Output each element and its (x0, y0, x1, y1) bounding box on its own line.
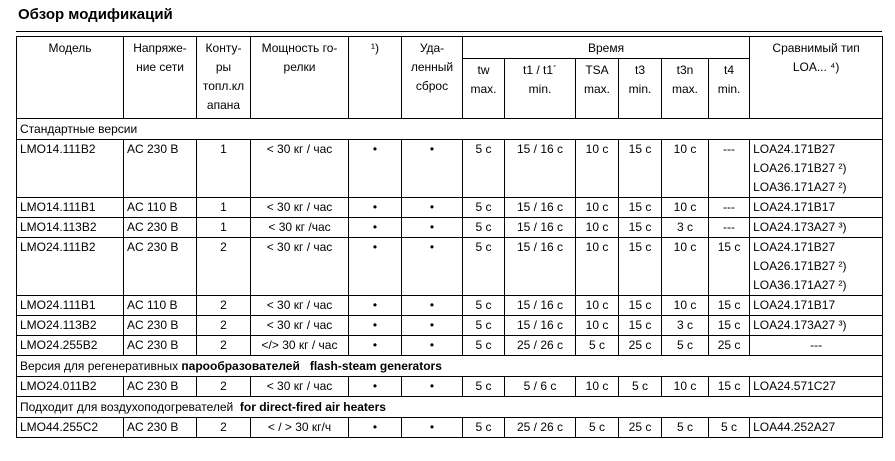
cell-model: LMO44.255C2 (17, 418, 124, 438)
cell-remote: • (402, 316, 463, 336)
group-header-row (17, 356, 883, 377)
compare-type: LOA26.171B27 ²) (753, 161, 847, 175)
cell-tw: 5 c (463, 418, 505, 438)
cell-tsa: 10 c (576, 316, 619, 336)
cell-note1: • (349, 316, 402, 336)
title-divider (16, 31, 882, 32)
col-voltage: Напряже- ние сети (124, 37, 197, 119)
cell-tw: 5 c (463, 198, 505, 218)
compare-type: LOA24.171B17 (753, 200, 836, 214)
cell-note1: • (349, 140, 402, 198)
table-row (17, 418, 883, 438)
cell-t1: 15 / 16 c (505, 238, 576, 296)
cell-t4: --- (709, 140, 750, 198)
cell-voltage: AC 230 B (124, 316, 197, 336)
cell-compare (750, 140, 883, 198)
compare-type: LOA24.173A27 ³) (753, 318, 847, 332)
cell-tsa: 10 c (576, 238, 619, 296)
table-row (17, 296, 883, 316)
cell-compare (750, 218, 883, 238)
cell-compare (750, 316, 883, 336)
cell-model: LMO14.111B2 (17, 140, 124, 198)
cell-t3: 25 c (619, 418, 662, 438)
cell-t4: 15 c (709, 238, 750, 296)
cell-model: LMO24.111B2 (17, 238, 124, 296)
compare-type: LOA36.171A27 ²) (753, 278, 847, 292)
compare-type: LOA24.173A27 ³) (753, 220, 847, 234)
cell-note1: • (349, 238, 402, 296)
cell-tsa: 10 c (576, 377, 619, 397)
cell-remote: • (402, 218, 463, 238)
group-header-row (17, 397, 883, 418)
cell-voltage: AC 230 B (124, 336, 197, 356)
cell-t1: 25 / 26 c (505, 336, 576, 356)
cell-voltage: AC 230 B (124, 377, 197, 397)
group-label (17, 119, 883, 140)
cell-note1: • (349, 296, 402, 316)
cell-compare (750, 296, 883, 316)
cell-circuits: 2 (197, 316, 251, 336)
group-label-bold: парообразователей flash-steam generators (181, 359, 442, 373)
col-power: Мощность го- релки (251, 37, 349, 119)
table-row (17, 198, 883, 218)
cell-t3: 15 c (619, 218, 662, 238)
cell-tw: 5 c (463, 140, 505, 198)
col-tsa: TSA max. (576, 59, 619, 119)
cell-remote: • (402, 377, 463, 397)
modifications-table (16, 36, 883, 438)
col-t3n: t3n max. (662, 59, 709, 119)
cell-t4: 25 c (709, 336, 750, 356)
col-t3: t3 min. (619, 59, 662, 119)
cell-model: LMO24.111B1 (17, 296, 124, 316)
cell-t1: 15 / 16 c (505, 316, 576, 336)
table-row (17, 316, 883, 336)
compare-type: --- (810, 338, 823, 352)
table-row (17, 238, 883, 296)
col-remote: Уда- ленный сброс (402, 37, 463, 119)
cell-compare (750, 336, 883, 356)
group-label (17, 356, 883, 377)
cell-t4: 5 c (709, 418, 750, 438)
cell-compare (750, 198, 883, 218)
cell-model: LMO14.113B2 (17, 218, 124, 238)
cell-power: < 30 кг / час (251, 316, 349, 336)
cell-tw: 5 c (463, 238, 505, 296)
cell-remote: • (402, 296, 463, 316)
cell-t3: 15 c (619, 198, 662, 218)
compare-type: LOA36.171A27 ²) (753, 180, 847, 194)
cell-t1: 25 / 26 c (505, 418, 576, 438)
cell-t1: 15 / 16 c (505, 218, 576, 238)
compare-type: LOA24.171B17 (753, 298, 836, 312)
cell-circuits: 1 (197, 140, 251, 198)
cell-circuits: 2 (197, 296, 251, 316)
cell-circuits: 1 (197, 198, 251, 218)
cell-compare (750, 238, 883, 296)
cell-t1: 15 / 16 c (505, 296, 576, 316)
cell-circuits: 2 (197, 336, 251, 356)
col-model: Модель (17, 37, 124, 119)
cell-power: < 30 кг /час (251, 218, 349, 238)
group-label-plain: Версия для регенеративных (20, 359, 182, 373)
cell-voltage: AC 110 B (124, 296, 197, 316)
cell-t1: 15 / 16 c (505, 140, 576, 198)
cell-t3n: 3 c (662, 218, 709, 238)
cell-t4: 15 c (709, 316, 750, 336)
col-t4: t4 min. (709, 59, 750, 119)
cell-t1: 5 / 6 c (505, 377, 576, 397)
cell-remote: • (402, 198, 463, 218)
cell-compare (750, 377, 883, 397)
cell-tw: 5 c (463, 316, 505, 336)
cell-note1: • (349, 198, 402, 218)
table-row (17, 218, 883, 238)
cell-model: LMO24.113B2 (17, 316, 124, 336)
col-circuits: Конту- ры топл.кл апана (197, 37, 251, 119)
group-label-plain: Стандартные версии (20, 122, 138, 136)
compare-type: LOA24.571C27 (753, 379, 836, 393)
cell-power: < 30 кг / час (251, 198, 349, 218)
cell-t3: 15 c (619, 296, 662, 316)
cell-tw: 5 c (463, 377, 505, 397)
table-row (17, 377, 883, 397)
cell-remote: • (402, 336, 463, 356)
compare-type: LOA24.171B27 (753, 240, 836, 254)
cell-t4: --- (709, 198, 750, 218)
compare-type: LOA24.171B27 (753, 142, 836, 156)
cell-power: < 30 кг / час (251, 238, 349, 296)
group-header-row (17, 119, 883, 140)
table-body (17, 119, 883, 438)
cell-model: LMO24.255B2 (17, 336, 124, 356)
group-label-plain: Подходит для воздухоподогревателей (20, 400, 240, 414)
cell-t3n: 10 c (662, 377, 709, 397)
table-row (17, 336, 883, 356)
cell-t1: 15 / 16 c (505, 198, 576, 218)
col-compare: Сравнимый тип LOA... ⁴) (750, 37, 883, 119)
cell-power: < / > 30 кг/ч (251, 418, 349, 438)
page-title: Обзор модификаций (18, 6, 173, 23)
col-note1: ¹) (349, 37, 402, 119)
cell-t3n: 5 c (662, 418, 709, 438)
compare-type: LOA44.252A27 (753, 420, 836, 434)
cell-power: < 30 кг / час (251, 296, 349, 316)
cell-t3n: 10 c (662, 296, 709, 316)
cell-circuits: 1 (197, 218, 251, 238)
cell-tsa: 10 c (576, 296, 619, 316)
cell-t3: 15 c (619, 316, 662, 336)
cell-circuits: 2 (197, 418, 251, 438)
cell-t3: 25 c (619, 336, 662, 356)
cell-t3: 5 c (619, 377, 662, 397)
cell-power: < 30 кг / час (251, 140, 349, 198)
cell-t3n: 10 c (662, 238, 709, 296)
cell-t3n: 5 c (662, 336, 709, 356)
cell-t4: 15 c (709, 377, 750, 397)
cell-t4: 15 c (709, 296, 750, 316)
cell-t4: --- (709, 218, 750, 238)
cell-t3n: 3 c (662, 316, 709, 336)
cell-tw: 5 c (463, 336, 505, 356)
cell-tsa: 5 c (576, 418, 619, 438)
group-label (17, 397, 883, 418)
col-time-group: Время (463, 37, 750, 59)
cell-model: LMO24.011B2 (17, 377, 124, 397)
cell-model: LMO14.111B1 (17, 198, 124, 218)
cell-voltage: AC 230 B (124, 140, 197, 198)
cell-circuits: 2 (197, 377, 251, 397)
col-tw: tw max. (463, 59, 505, 119)
cell-voltage: AC 110 B (124, 198, 197, 218)
cell-tsa: 5 c (576, 336, 619, 356)
cell-power: </> 30 кг / час (251, 336, 349, 356)
cell-tw: 5 c (463, 218, 505, 238)
group-label-bold: for direct-fired air heaters (239, 400, 386, 414)
cell-compare (750, 418, 883, 438)
cell-tw: 5 c (463, 296, 505, 316)
cell-t3: 15 c (619, 238, 662, 296)
cell-power: < 30 кг / час (251, 377, 349, 397)
col-t1: t1 / t1´ min. (505, 59, 576, 119)
cell-voltage: AC 230 B (124, 238, 197, 296)
header-row (17, 37, 883, 59)
cell-tsa: 10 c (576, 140, 619, 198)
cell-note1: • (349, 418, 402, 438)
cell-remote: • (402, 238, 463, 296)
cell-note1: • (349, 336, 402, 356)
cell-tsa: 10 c (576, 218, 619, 238)
cell-remote: • (402, 418, 463, 438)
cell-note1: • (349, 377, 402, 397)
cell-remote: • (402, 140, 463, 198)
cell-tsa: 10 c (576, 198, 619, 218)
cell-t3: 15 c (619, 140, 662, 198)
cell-voltage: AC 230 B (124, 418, 197, 438)
cell-t3n: 10 c (662, 140, 709, 198)
compare-type: LOA26.171B27 ²) (753, 259, 847, 273)
cell-t3n: 10 c (662, 198, 709, 218)
cell-note1: • (349, 218, 402, 238)
cell-voltage: AC 230 B (124, 218, 197, 238)
table-row (17, 140, 883, 198)
cell-circuits: 2 (197, 238, 251, 296)
